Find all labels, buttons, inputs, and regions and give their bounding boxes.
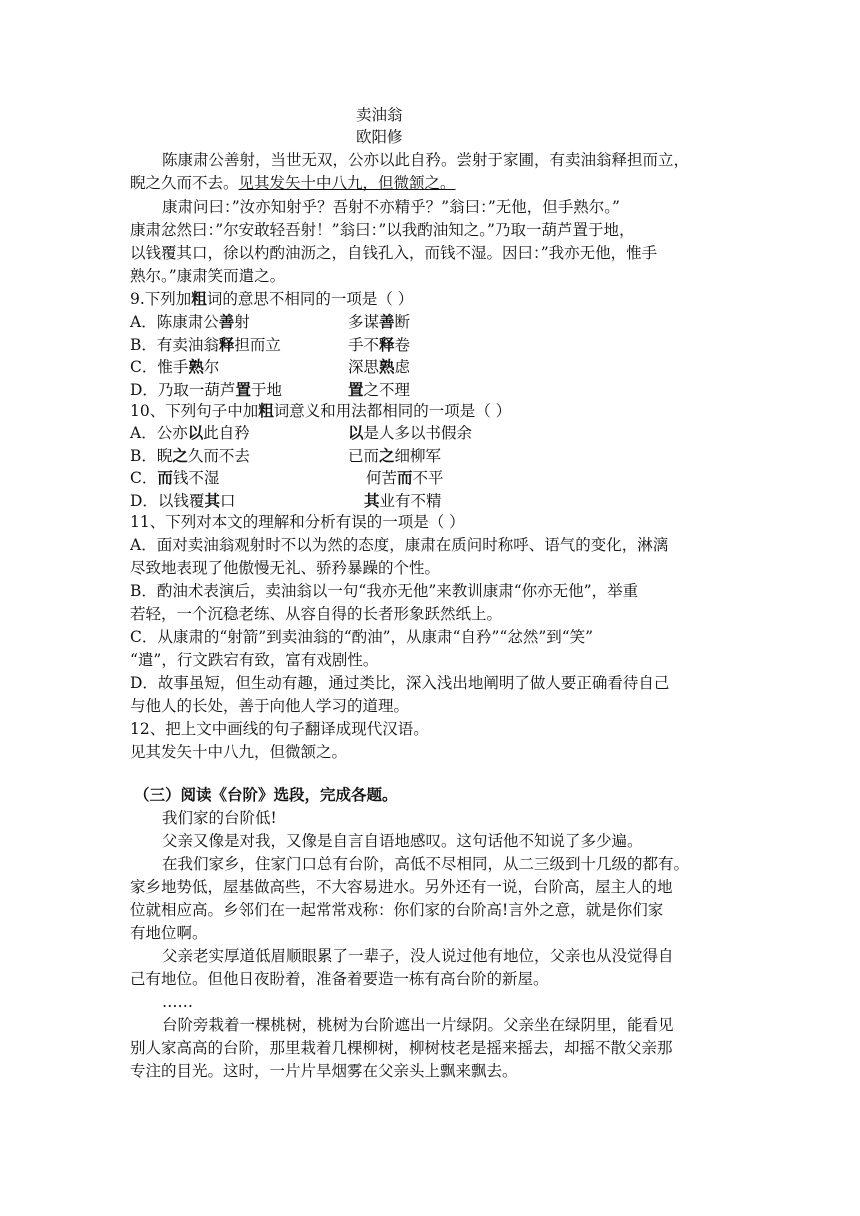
question-12-stem: 12、把上文中画线的句子翻译成现代汉语。	[130, 720, 429, 738]
option-bold-word: 其	[204, 490, 220, 510]
option-text: 多谋	[348, 313, 380, 331]
passage-author: 欧阳修	[356, 128, 403, 146]
option-text: 此自矜	[203, 424, 250, 442]
option-right	[348, 379, 410, 401]
option-right	[348, 422, 472, 444]
q11-line: 尽致地表现了他傲慢无礼、骄矜暴躁的个性。	[130, 559, 441, 577]
passage-line: 熟尔。”康肃笑而遣之。	[130, 267, 286, 285]
q11-line: 与他人的长处，善于向他人学习的道理。	[130, 697, 410, 715]
option-text: D．乃取一葫芦	[130, 380, 236, 399]
option-right	[366, 467, 444, 489]
option-text: 尔	[203, 358, 220, 376]
option-right	[364, 490, 442, 512]
option-text: 手不	[348, 335, 380, 354]
q11-line: B．酌油术表演后，卖油翁以一句“我亦无他”来教训康肃“你亦无他”，举重	[130, 582, 639, 600]
section-3-line: 家乡地势低，屋基做高些，不大容易进水。另外还有一说，台阶高，屋主人的地	[130, 878, 673, 896]
option-text: C．	[130, 469, 158, 487]
option-bold-word: 以	[348, 423, 364, 442]
option-bold-word: 以	[187, 423, 204, 442]
option-text: 断	[394, 313, 411, 331]
q11-line: C．从康肃的“射箭”到卖油翁的“酌油”，从康肃“自矜”“忿然”到“笑”	[130, 628, 594, 646]
option-bold-word: 善	[379, 312, 395, 331]
question-11-stem: 11、下列对本文的理解和分析有误的一项是（ ）	[130, 513, 465, 531]
option-bold-word: 其	[364, 490, 380, 510]
option-right	[348, 445, 441, 467]
option-text: 何苦	[366, 469, 398, 487]
option-text: 已而	[348, 446, 380, 465]
option-text: 卷	[394, 335, 411, 354]
option-left	[130, 356, 219, 378]
option-left	[130, 311, 250, 333]
option-text: C．惟手	[130, 358, 189, 376]
option-bold-word: 释	[379, 334, 395, 354]
section-3-line: 有地位啊。	[130, 924, 208, 942]
option-text: A．公亦	[130, 424, 188, 442]
stem-text: 词意义和用法都相同的一项是（ ）	[273, 402, 512, 420]
option-text: D．以钱覆	[130, 491, 205, 510]
q11-line: 若轻，一个沉稳老练、从容自得的长者形象跃然纸上。	[130, 605, 503, 623]
option-text: 深思	[348, 358, 380, 376]
option-bold-word: 熟	[379, 357, 395, 376]
q11-line: “遣”，行文跌宕有致，富有戏剧性。	[130, 651, 379, 669]
q12-sentence: 见其发矢十中八九，但微颔之。	[130, 743, 348, 761]
section-3-line: ……	[162, 993, 193, 1011]
option-left	[130, 467, 219, 489]
option-bold-word: 释	[218, 334, 235, 354]
option-text: 射	[234, 313, 250, 331]
option-right	[348, 356, 410, 378]
option-bold-word: 之	[379, 445, 395, 465]
question-9-stem	[130, 288, 730, 310]
underlined-sentence: 见其发矢十中八九，但微颔之。	[238, 174, 456, 192]
section-3-line: 台阶旁栽着一棵桃树，桃树为台阶遮出一片绿阴。父亲坐在绿阴里，能看见	[162, 1016, 674, 1034]
option-text: 细柳军	[394, 446, 442, 465]
option-right	[348, 334, 410, 356]
section-3-line: 在我们家乡，住家门口总有台阶，高低不尽相同，从二三级到十几级的都有。	[162, 855, 690, 873]
option-text: 久而不去	[187, 446, 250, 465]
option-text: 于地	[250, 380, 282, 399]
q11-line: D．故事虽短，但生动有趣，通过类比，深入浅出地阐明了做人要正确看待自己	[130, 674, 670, 692]
option-left	[130, 422, 250, 444]
option-left	[130, 334, 281, 356]
option-text: 钱不湿	[172, 469, 220, 487]
option-right	[348, 311, 410, 333]
option-bold-word: 善	[218, 312, 235, 331]
stem-bold: 粗	[258, 401, 274, 420]
option-bold-word: 置	[348, 379, 364, 399]
option-left	[130, 445, 250, 467]
section-3-line: 父亲又像是对我，又像是自言自语地感叹。这句话他不知说了多少遍。	[162, 832, 643, 850]
section-3-line: 己有地位。但他日夜盼着，准备着要造一栋有高台阶的新屋。	[130, 970, 549, 988]
option-text: 担而立	[234, 335, 281, 354]
stem-bold: 粗	[191, 289, 207, 308]
stem-text: 9.下列加	[130, 290, 192, 308]
option-bold-word: 而	[157, 468, 173, 487]
section-3-line: 我们家的台阶低!	[162, 809, 277, 827]
option-text: 之不理	[363, 380, 411, 399]
section-3-line: 专注的目光。这时，一片片旱烟雾在父亲头上飘来飘去。	[130, 1062, 518, 1080]
section-3-heading: （三）阅读《台阶》选段，完成各题。	[134, 785, 398, 804]
question-10-stem	[130, 400, 730, 422]
passage-line: 康肃问曰：”汝亦知射乎？吾射不亦精乎？”翁曰：”无他，但手熟尔。”	[162, 198, 620, 216]
passage-title: 卖油翁	[356, 106, 403, 124]
passage-line	[130, 172, 730, 194]
option-text: B．有卖油翁	[130, 335, 219, 354]
option-text: 不平	[412, 469, 444, 487]
option-text: 业有不精	[379, 491, 442, 510]
option-text: 是人多以书假余	[363, 424, 473, 442]
option-text: B．睨	[130, 446, 173, 465]
option-bold-word: 而	[397, 468, 413, 487]
passage-line: 陈康肃公善射，当世无双，公亦以此自矜。尝射于家圃，有卖油翁释担而立，	[162, 151, 690, 169]
section-3-line: 父亲老实厚道低眉顺眼累了一辈子，没人说过他有地位，父亲也从没觉得自	[162, 947, 674, 965]
stem-text: 词的意思不相同的一项是（ ）	[206, 290, 414, 308]
option-bold-word: 置	[235, 379, 251, 399]
passage-text: 睨之久而不去。	[130, 174, 239, 192]
passage-line: 康肃忿然曰：”尔安敢轻吾射！”翁曰：”以我酌油知之。”乃取一葫芦置于地，	[130, 221, 635, 239]
option-bold-word: 熟	[188, 357, 204, 376]
option-text: 口	[219, 491, 236, 510]
passage-line: 以钱覆其口，徐以杓酌油沥之，自钱孔入，而钱不湿。因曰：”我亦无他，惟手	[130, 244, 658, 262]
option-text: A．陈康肃公	[130, 313, 219, 331]
option-bold-word: 之	[172, 445, 188, 465]
section-3-line: 别人家高高的台阶，那里栽着几棵柳树，柳树枝老是摇来摇去，却摇不散父亲那	[130, 1039, 673, 1057]
option-left	[130, 490, 235, 512]
q11-line: A．面对卖油翁观射时不以为然的态度，康肃在质问时称呼、语气的变化，淋漓	[130, 536, 669, 554]
stem-text: 10、下列句子中加	[130, 402, 259, 420]
section-3-line: 位就相应高。乡邻们在一起常常戏称：你们家的台阶高!言外之意，就是你们家	[130, 901, 664, 919]
option-text: 虑	[394, 358, 411, 376]
option-left	[130, 379, 282, 401]
